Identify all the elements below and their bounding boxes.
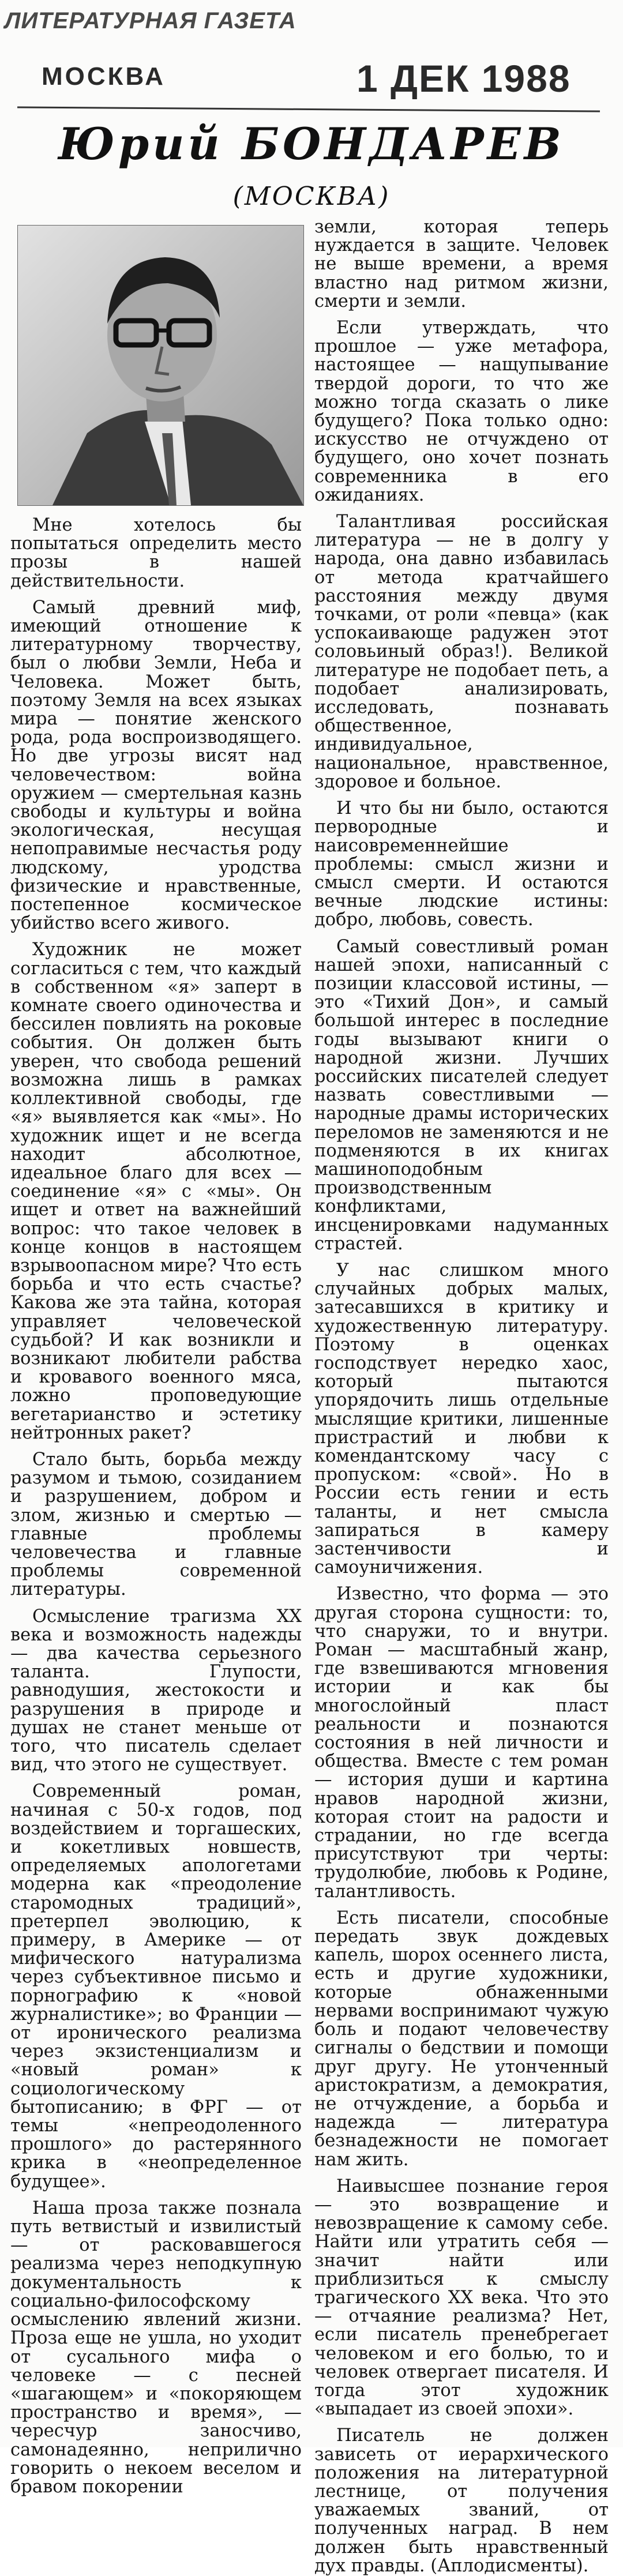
header-divider: [17, 106, 600, 112]
paragraph: Художник не может согласиться с тем, что каждый в собственном «я» заперт в комнате своего одиночества и бессилен повлиять на роковые события. Он должен быть уверен, что свобода решений возможна лишь в рамках коллективной свободы, где «я» выявляется как «мы». Но художник ищет и не всегда находит абсолютное, идеальное благо для всех — соединение «я» с «мы». Он ищет и ответ на важнейший вопрос: что такое человек в конце концов в настоящем взрывоопасном мире? Что есть борьба и что есть счастье? Какова же эта тайна, которая управляет человеческой судьбой? И как возникли и возникают любители рабства и кровавого военного мяса, ложно проповедующие вегетарианство и эстетику нейтронных ракет?: [10, 940, 302, 1443]
paragraph: Наивысшее познание героя — это возвращение и невозвращение к самому себе. Найти или утратить себя — значит найти или приблизиться к смыслу трагического XX века. Что это — отчаяние реализма? Нет, если писатель пренебрегает человеком и его болью, то и человек отвергает писателя. И тогда этот художник «выпадает из своей эпохи».: [314, 2176, 609, 2420]
right-text-column: [314, 217, 609, 2576]
left-text-column: [10, 515, 302, 2497]
author-name: Юрий БОНДАРЕВ: [58, 118, 565, 170]
paragraph: Есть писатели, способные передать звук дождевых капель, шорох осеннего листа, есть и другие художники, которые обнаженными нервами воспринимают чужую боль и подают человечеству сигналы о бедствии и помощи друг другу. Не утонченный аристократизм, а демократия, не отчуждение, а борьба и надежда — литература безнадежности не помогает нам жить.: [314, 1907, 609, 2170]
paragraph: Наша проза также познала путь ветвистый и извилистый — от расковавшегося реализма через неподкупную документальность к социально-философскому осмыслению явлений жизни. Проза еще не ушла, но уходит от сусального мифа о человеке — с песней «шагающем» и «покоряющем пространство и время», — чересчур заносчиво, самонадеянно, неприлично говорить о некоем веселом и бравом покорении: [10, 2198, 302, 2497]
paragraph: Если утверждать, что прошлое — уже метафора, настоящее — нащупывание твердой дороги, то что же можно тогда сказать о лике будущего? Пока только одно: искусство не отчуждено от будущего, оно хочет познать современника в его ожиданиях.: [314, 318, 609, 505]
author-city: (МОСКВА): [232, 182, 391, 211]
paragraph: Известно, что форма — это другая сторона сущности: то, что снаружи, то и внутри. Роман — масштабный жанр, где взвешиваются мгновения истории и как бы многослойный пласт реальности и познаются состояния в ней личности и общества. Вместе с тем роман — история души и картина нравов народной жизни, которая стоит на радости и страдании, но где всегда присутствуют три черты: трудолюбие, любовь к Родине, талантливость.: [314, 1584, 609, 1902]
paragraph: Самый древний миф, имеющий отношение к литературному творчеству, был о любви Земли, Неба и Человека. Может быть, поэтому Земля на всех языках мира — понятие женского рода, рода воспроизводящего. Но две угрозы висят над человечеством: война оружием — смертельная казнь свободы и культуры и война экологическая, несущая непоправимые несчастья роду людскому, уродства физические и нравственные, постепенное космическое убийство всего живого.: [10, 597, 302, 934]
paragraph: И что бы ни было, остаются первородные и наисовременнейшие проблемы: смысл жизни и смысл смерти. И остаются вечные людские истины: добро, любовь, совесть.: [314, 798, 609, 930]
paragraph: У нас слишком много случайных добрых малых, затесавшихся в критику и художественную литературу. Поэтому в оценках господствует нередко хаос, который пытаются упорядочить лишь отдельные мыслящие критики, лишенные пристрастий и любви к комендантскому часу с пропуском: «свой». Но в России есть гении и есть таланты, и нет смысла запираться в камеру застенчивости и самоуничижения.: [314, 1260, 609, 1578]
header-city: МОСКВА: [42, 62, 166, 91]
date-stamp: 1 ДЕК 1988: [356, 57, 571, 100]
paragraph: Осмысление трагизма XX века и возможность надежды — два качества серьезного таланта. Глупости, равнодушия, жестокости и разрушения в природе и душах не станет меньше от того, что писатель сделает вид, что этого не существует.: [10, 1606, 302, 1775]
paragraph: Писатель не должен зависеть от иерархического положения на литературной лестнице, от получения уважаемых званий, от полученных наград. В нем должен быть нравственный дух правды. (Аплодисменты).: [314, 2425, 609, 2576]
paragraph: Талантливая российская литература — не в долгу у народа, она давно избавилась от метода кратчайшего расстояния между двумя точками, от роли «певца» (как успокаивающе радужен этот соловьиный образ!). Великой литературе не подобает петь, а подобает анализировать, исследовать, познавать общественное, индивидуальное, национальное, нравственное, здоровое и больное.: [314, 512, 609, 792]
paragraph: земли, которая теперь нуждается в защите. Человек не выше времени, а время властно над ритмом жизни, смерти и земли.: [314, 217, 609, 311]
author-portrait-icon: [17, 225, 304, 506]
paragraph: Современный роман, начиная с 50-х годов, под воздействием и торгашеских, и кокетливых новшеств, определяемых апологетами модерна как «преодоление старомодных традиций», претерпел эволюцию, к примеру, в Америке — от мифического натурализма через субъективное письмо и порнографию к «новой журналистике»; во Франции — от иронического реализма через экзистенциализм и «новый роман» к социологическому бытописанию; в ФРГ — от темы «непреодоленного прошлого» до растерянного крика в «неопределенное будущее».: [10, 1781, 302, 2192]
newspaper-title: ЛИТЕРАТУРНАЯ ГАЗЕТА: [5, 8, 297, 33]
paragraph: Самый совестливый роман нашей эпохи, написанный с позиции классовой истины, — это «Тихий Дон», и самый большой интерес в последние годы вызывают книги о народной жизни. Лучших российских писателей следует назвать совестливыми — народные драмы исторических переломов не заменяются и не подменяются в их книгах машиноподобным производственным конфликтами, инсценировками надуманных страстей.: [314, 936, 609, 1254]
paragraph: Мне хотелось бы попытаться определить место прозы в нашей действительности.: [10, 515, 302, 591]
portrait-drawing: [18, 226, 303, 505]
paragraph: Стало быть, борьба между разумом и тьмою, созиданием и разрушением, добром и злом, жизнью и смертью — главные проблемы человечества и главные проблемы современной литературы.: [10, 1449, 302, 1600]
